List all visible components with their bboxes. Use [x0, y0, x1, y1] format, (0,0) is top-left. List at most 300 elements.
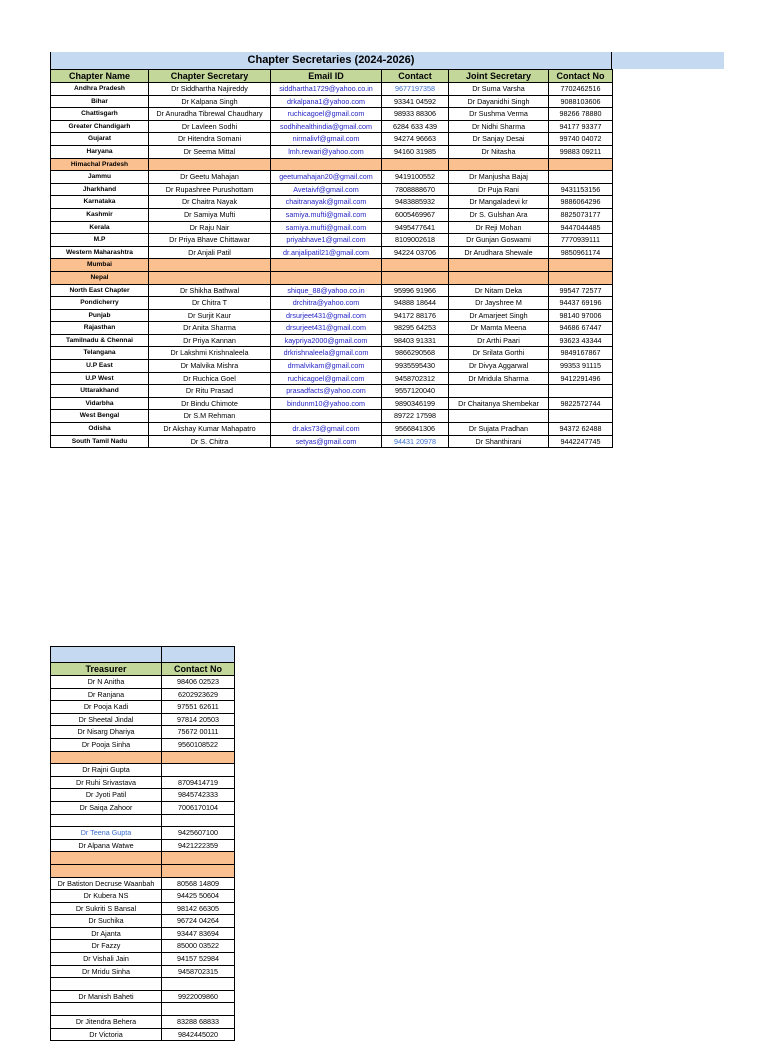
chapter-name-cell[interactable]: M.P — [51, 234, 149, 247]
contact-cell[interactable]: 6005469967 — [382, 208, 449, 221]
blank-cell[interactable] — [162, 647, 235, 663]
column-header[interactable]: Chapter Name — [51, 70, 149, 83]
table-row — [51, 839, 235, 852]
table-row — [51, 410, 613, 423]
treasurer-contact-cell[interactable]: 7006170104 — [162, 801, 235, 814]
email-cell[interactable]: Avetaivf@gmail.com — [271, 183, 382, 196]
joint-contact-cell[interactable]: 99740 04072 — [549, 133, 613, 146]
secretary-cell[interactable]: Dr Samiya Mufti — [149, 208, 271, 221]
treasurer-name-cell[interactable]: Dr Pooja Kadi — [51, 701, 162, 714]
email-cell[interactable]: ruchicagoel@gmail.com — [271, 108, 382, 121]
secretary-cell[interactable] — [149, 271, 271, 284]
secretary-cell[interactable] — [149, 259, 271, 272]
email-cell[interactable]: drkrishnaleela@gmail.com — [271, 347, 382, 360]
joint-secretary-cell[interactable] — [449, 259, 549, 272]
contact-cell[interactable]: 98295 64253 — [382, 322, 449, 335]
joint-secretary-cell[interactable]: Dr Arthi Paari — [449, 334, 549, 347]
table-row — [51, 927, 235, 940]
joint-secretary-cell[interactable]: Dr Arudhara Shewale — [449, 246, 549, 259]
email-cell[interactable]: sodhihealthindia@gmail.com — [271, 120, 382, 133]
joint-secretary-cell[interactable]: Dr Sujata Pradhan — [449, 423, 549, 436]
chapter-secretaries-table — [50, 69, 613, 448]
contact-cell[interactable]: 93341 04592 — [382, 95, 449, 108]
treasurer-contact-cell[interactable]: 96724 04264 — [162, 915, 235, 928]
contact-cell[interactable]: 9866290568 — [382, 347, 449, 360]
treasurer-name-cell[interactable] — [51, 864, 162, 877]
joint-secretary-cell[interactable]: Dr Srilata Gorthi — [449, 347, 549, 360]
table-row — [51, 776, 235, 789]
treasurer-name-cell[interactable]: Dr Vishali Jain — [51, 953, 162, 966]
joint-contact-cell[interactable]: 9412291496 — [549, 372, 613, 385]
table-row — [51, 827, 235, 840]
treasurer-name-cell[interactable] — [51, 1003, 162, 1016]
secretary-cell[interactable]: Dr Bindu Chimote — [149, 397, 271, 410]
treasurer-name-cell[interactable]: Dr Victoria — [51, 1028, 162, 1041]
chapter-name-cell[interactable]: South Tamil Nadu — [51, 435, 149, 448]
secretary-cell[interactable]: Dr Siddhartha Najireddy — [149, 83, 271, 96]
secretary-cell[interactable]: Dr Shikha Bathwal — [149, 284, 271, 297]
chapter-name-cell[interactable]: Karnataka — [51, 196, 149, 209]
table-row — [51, 171, 613, 184]
contact-cell[interactable]: 6284 633 439 — [382, 120, 449, 133]
table-row — [51, 271, 613, 284]
contact-cell[interactable]: 9419100552 — [382, 171, 449, 184]
contact-cell[interactable]: 8109002618 — [382, 234, 449, 247]
treasurer-contact-cell[interactable] — [162, 1003, 235, 1016]
table-row — [51, 95, 613, 108]
table-row — [51, 208, 613, 221]
table-row — [51, 234, 613, 247]
treasurer-contact-cell[interactable]: 98406 02523 — [162, 676, 235, 689]
contact-cell[interactable]: 94160 31985 — [382, 145, 449, 158]
treasurer-name-cell[interactable]: Dr Fazzy — [51, 940, 162, 953]
treasurer-name-cell[interactable]: Dr Teena Gupta — [51, 827, 162, 840]
treasurer-name-cell[interactable]: Dr Sheetal Jindal — [51, 713, 162, 726]
table-row — [51, 789, 235, 802]
joint-secretary-cell[interactable]: Dr Sushma Verma — [449, 108, 549, 121]
joint-secretary-cell[interactable] — [449, 158, 549, 171]
table-row — [51, 1003, 235, 1016]
chapter-name-cell[interactable]: Chattisgarh — [51, 108, 149, 121]
joint-contact-cell[interactable]: 7770939111 — [549, 234, 613, 247]
chapter-name-cell[interactable]: U.P West — [51, 372, 149, 385]
table-row — [51, 978, 235, 991]
contact-cell[interactable]: 94172 88176 — [382, 309, 449, 322]
treasurer-contact-cell[interactable]: 9842445020 — [162, 1028, 235, 1041]
secretary-cell[interactable]: Dr Chaitra Nayak — [149, 196, 271, 209]
treasurer-contact-cell[interactable] — [162, 814, 235, 827]
table-row — [51, 158, 613, 171]
table-row — [51, 334, 613, 347]
table-row — [51, 764, 235, 777]
table-row — [51, 259, 613, 272]
table-row — [51, 246, 613, 259]
chapter-name-cell[interactable]: Jammu — [51, 171, 149, 184]
treasurer-name-cell[interactable] — [51, 852, 162, 865]
email-cell[interactable] — [271, 259, 382, 272]
table-row — [51, 435, 613, 448]
column-header[interactable]: Contact No — [162, 663, 235, 676]
table-row — [51, 372, 613, 385]
joint-contact-cell[interactable]: 9442247745 — [549, 435, 613, 448]
table-row — [51, 108, 613, 121]
treasurer-name-cell[interactable]: Dr N Anitha — [51, 676, 162, 689]
email-cell[interactable]: dr.anjalipatil21@gmail.com — [271, 246, 382, 259]
chapter-name-cell[interactable]: Haryana — [51, 145, 149, 158]
email-cell[interactable]: dr.aks73@gmail.com — [271, 423, 382, 436]
secretary-cell[interactable]: Dr Raju Nair — [149, 221, 271, 234]
table-header-row — [51, 663, 235, 676]
email-cell[interactable]: siddhartha1729@yahoo.co.in — [271, 83, 382, 96]
treasurer-name-cell[interactable]: Dr Suchika — [51, 915, 162, 928]
treasurer-name-cell[interactable]: Dr Rajni Gupta — [51, 764, 162, 777]
column-header[interactable]: Joint Secretary — [449, 70, 549, 83]
secretary-cell[interactable]: Dr Kalpana Singh — [149, 95, 271, 108]
treasurer-contact-cell[interactable]: 97551 62611 — [162, 701, 235, 714]
treasurer-contact-cell[interactable]: 98142 66305 — [162, 902, 235, 915]
secretary-cell[interactable]: Dr Lakshmi Krishnaleela — [149, 347, 271, 360]
treasurer-name-cell[interactable]: Dr Saiqa Zahoor — [51, 801, 162, 814]
joint-secretary-cell[interactable]: Dr Dayanidhi Singh — [449, 95, 549, 108]
treasurer-name-cell[interactable] — [51, 814, 162, 827]
table-row — [51, 322, 613, 335]
joint-secretary-cell[interactable] — [449, 385, 549, 398]
treasurer-contact-cell[interactable]: 75672 00111 — [162, 726, 235, 739]
joint-secretary-cell[interactable]: Dr Jayshree M — [449, 297, 549, 310]
table-row — [51, 284, 613, 297]
treasurer-contact-cell[interactable]: 9421222359 — [162, 839, 235, 852]
joint-secretary-cell[interactable]: Dr Sanjay Desai — [449, 133, 549, 146]
email-cell[interactable]: ruchicagoel@gmail.com — [271, 372, 382, 385]
treasurer-contact-cell[interactable]: 94157 52984 — [162, 953, 235, 966]
joint-secretary-cell[interactable]: Dr Suma Varsha — [449, 83, 549, 96]
contact-cell[interactable]: 7808888670 — [382, 183, 449, 196]
chapter-name-cell[interactable]: Mumbai — [51, 259, 149, 272]
treasurer-name-cell[interactable]: Dr Jitendra Behera — [51, 1016, 162, 1029]
joint-contact-cell[interactable]: 93623 43344 — [549, 334, 613, 347]
treasurer-contact-cell[interactable]: 9425607100 — [162, 827, 235, 840]
table-row — [51, 751, 235, 764]
contact-cell[interactable]: 89722 17598 — [382, 410, 449, 423]
email-cell[interactable] — [271, 410, 382, 423]
email-cell[interactable]: drsurjeet431@gmail.com — [271, 322, 382, 335]
email-cell[interactable] — [271, 158, 382, 171]
treasurer-name-cell[interactable]: Dr Kubera NS — [51, 890, 162, 903]
chapter-name-cell[interactable]: Jharkhand — [51, 183, 149, 196]
table-row — [51, 385, 613, 398]
secretary-cell[interactable]: Dr Rupashree Purushottam — [149, 183, 271, 196]
table-row — [51, 347, 613, 360]
secretary-cell[interactable]: Dr Akshay Kumar Mahapatro — [149, 423, 271, 436]
email-cell[interactable]: setyas@gmail.com — [271, 435, 382, 448]
treasurer-contact-cell[interactable]: 97814 20503 — [162, 713, 235, 726]
treasurer-contact-cell[interactable]: 9458702315 — [162, 965, 235, 978]
secretary-cell[interactable]: Dr Anuradha Tibrewal Chaudhary — [149, 108, 271, 121]
table-row — [51, 688, 235, 701]
treasurer-contact-cell[interactable]: 83288 68833 — [162, 1016, 235, 1029]
chapter-name-cell[interactable]: Gujarat — [51, 133, 149, 146]
secretary-cell[interactable]: Dr Geetu Mahajan — [149, 171, 271, 184]
joint-secretary-cell[interactable]: Dr Amarjeet Singh — [449, 309, 549, 322]
treasurer-name-cell[interactable]: Dr Alpana Watwe — [51, 839, 162, 852]
contact-cell[interactable]: 9890346199 — [382, 397, 449, 410]
email-cell[interactable]: lmh.rewari@yahoo.com — [271, 145, 382, 158]
email-cell[interactable]: drsurjeet431@gmail.com — [271, 309, 382, 322]
secretary-cell[interactable]: Dr Surjit Kaur — [149, 309, 271, 322]
chapter-name-cell[interactable]: Uttarakhand — [51, 385, 149, 398]
treasurer-name-cell[interactable]: Dr Ranjana — [51, 688, 162, 701]
contact-cell[interactable]: 9557120040 — [382, 385, 449, 398]
secretary-cell[interactable]: Dr Ritu Prasad — [149, 385, 271, 398]
table-row — [51, 397, 613, 410]
chapter-name-cell[interactable]: Himachal Pradesh — [51, 158, 149, 171]
joint-secretary-cell[interactable]: Dr Chaitanya Shembekar — [449, 397, 549, 410]
joint-contact-cell[interactable]: 9822572744 — [549, 397, 613, 410]
joint-contact-cell[interactable] — [549, 410, 613, 423]
secretary-cell[interactable]: Dr Priya Bhave Chittawar — [149, 234, 271, 247]
chapter-name-cell[interactable]: Kashmir — [51, 208, 149, 221]
treasurer-contact-cell[interactable]: 94425 50604 — [162, 890, 235, 903]
joint-contact-cell[interactable]: 94437 69196 — [549, 297, 613, 310]
contact-cell[interactable]: 9566841306 — [382, 423, 449, 436]
joint-contact-cell[interactable]: 9088103606 — [549, 95, 613, 108]
table-row — [51, 423, 613, 436]
table-row — [51, 852, 235, 865]
blank-cell[interactable] — [51, 647, 162, 663]
column-header[interactable]: Chapter Secretary — [149, 70, 271, 83]
email-cell[interactable]: samiya.mufti@gmail.com — [271, 221, 382, 234]
secretary-cell[interactable]: Dr Anjali Patil — [149, 246, 271, 259]
joint-secretary-cell[interactable]: Dr Puja Rani — [449, 183, 549, 196]
contact-cell[interactable]: 9483885932 — [382, 196, 449, 209]
treasurer-name-cell[interactable]: Dr Mridu Sinha — [51, 965, 162, 978]
secretary-cell[interactable] — [149, 158, 271, 171]
joint-contact-cell[interactable]: 8825073177 — [549, 208, 613, 221]
joint-secretary-cell[interactable]: Dr Reji Mohan — [449, 221, 549, 234]
joint-contact-cell[interactable] — [549, 171, 613, 184]
secretary-cell[interactable]: Dr Lavleen Sodhi — [149, 120, 271, 133]
joint-secretary-cell[interactable]: Dr Divya Aggarwal — [449, 360, 549, 373]
table-row — [51, 360, 613, 373]
column-header[interactable]: Email ID — [271, 70, 382, 83]
joint-contact-cell[interactable]: 7702462516 — [549, 83, 613, 96]
joint-secretary-cell[interactable] — [449, 271, 549, 284]
joint-secretary-cell[interactable]: Dr Shanthirani — [449, 435, 549, 448]
treasurer-contact-cell[interactable]: 93447 83694 — [162, 927, 235, 940]
joint-secretary-cell[interactable] — [449, 410, 549, 423]
table-row — [51, 902, 235, 915]
chapter-name-cell[interactable]: Western Maharashtra — [51, 246, 149, 259]
joint-secretary-cell[interactable]: Dr Manjusha Bajaj — [449, 171, 549, 184]
email-cell[interactable]: drchitra@yahoo.com — [271, 297, 382, 310]
joint-contact-cell[interactable] — [549, 158, 613, 171]
joint-secretary-cell[interactable]: Dr Mamta Meena — [449, 322, 549, 335]
secretary-cell[interactable]: Dr Priya Kannan — [149, 334, 271, 347]
treasurer-contact-cell[interactable] — [162, 764, 235, 777]
contact-cell[interactable] — [382, 158, 449, 171]
table-row — [51, 814, 235, 827]
treasurer-contact-cell[interactable]: 8709414719 — [162, 776, 235, 789]
chapter-name-cell[interactable]: West Bengal — [51, 410, 149, 423]
contact-cell[interactable]: 9677197358 — [382, 83, 449, 96]
table-row — [51, 221, 613, 234]
table-row — [51, 726, 235, 739]
table-row — [51, 196, 613, 209]
secretary-cell[interactable]: Dr Malvika Mishra — [149, 360, 271, 373]
treasurer-name-cell[interactable]: Dr Pooja Sinha — [51, 738, 162, 751]
email-cell[interactable]: prasadfacts@yahoo.com — [271, 385, 382, 398]
email-cell[interactable]: kaypriya2000@gmail.com — [271, 334, 382, 347]
contact-cell[interactable]: 9458702312 — [382, 372, 449, 385]
treasurer-name-cell[interactable]: Dr Sukriti S Bansal — [51, 902, 162, 915]
email-cell[interactable]: geetumahajan20@gmail.com — [271, 171, 382, 184]
joint-secretary-cell[interactable]: Dr Mridula Sharma — [449, 372, 549, 385]
joint-contact-cell[interactable] — [549, 259, 613, 272]
joint-contact-cell[interactable]: 9849167867 — [549, 347, 613, 360]
contact-cell[interactable]: 94224 03706 — [382, 246, 449, 259]
contact-cell[interactable]: 94274 96663 — [382, 133, 449, 146]
treasurer-name-cell[interactable]: Dr Ajanta — [51, 927, 162, 940]
chapter-name-cell[interactable]: Nepal — [51, 271, 149, 284]
joint-contact-cell[interactable] — [549, 271, 613, 284]
joint-secretary-cell[interactable]: Dr S. Gulshan Ara — [449, 208, 549, 221]
table-row — [51, 1016, 235, 1029]
table-title-row — [51, 647, 235, 663]
joint-secretary-cell[interactable]: Dr Nitam Deka — [449, 284, 549, 297]
treasurer-contact-cell[interactable]: 9560108522 — [162, 738, 235, 751]
joint-contact-cell[interactable]: 99883 09211 — [549, 145, 613, 158]
secretary-cell[interactable]: Dr S. Chitra — [149, 435, 271, 448]
chapter-name-cell[interactable]: U.P East — [51, 360, 149, 373]
joint-contact-cell[interactable]: 98266 78880 — [549, 108, 613, 121]
table-row — [51, 801, 235, 814]
table-row — [51, 940, 235, 953]
email-cell[interactable]: drkalpana1@yahoo.com — [271, 95, 382, 108]
treasurer-contact-cell[interactable] — [162, 864, 235, 877]
table-row — [51, 877, 235, 890]
secretary-cell[interactable]: Dr S.M Rehman — [149, 410, 271, 423]
joint-contact-cell[interactable]: 94177 93377 — [549, 120, 613, 133]
joint-secretary-cell[interactable]: Dr Mangaladevi kr — [449, 196, 549, 209]
chapter-name-cell[interactable]: Odisha — [51, 423, 149, 436]
secretary-cell[interactable]: Dr Seema Mittal — [149, 145, 271, 158]
chapter-name-cell[interactable]: North East Chapter — [51, 284, 149, 297]
secretary-cell[interactable]: Dr Hitendra Somani — [149, 133, 271, 146]
treasurer-name-cell[interactable] — [51, 751, 162, 764]
joint-contact-cell[interactable]: 94372 62488 — [549, 423, 613, 436]
contact-cell[interactable]: 9935595430 — [382, 360, 449, 373]
joint-contact-cell[interactable]: 94686 67447 — [549, 322, 613, 335]
joint-secretary-cell[interactable]: Dr Gunjan Goswami — [449, 234, 549, 247]
sheet-title: Chapter Secretaries (2024-2026) — [50, 52, 612, 69]
treasurers-table — [50, 646, 235, 1041]
table-row — [51, 890, 235, 903]
treasurer-name-cell[interactable]: Dr Manish Baheti — [51, 990, 162, 1003]
email-cell[interactable]: shique_88@yahoo.co.in — [271, 284, 382, 297]
email-cell[interactable]: priyabhave1@gmail.com — [271, 234, 382, 247]
contact-cell[interactable]: 95996 91966 — [382, 284, 449, 297]
secretary-cell[interactable]: Dr Chitra T — [149, 297, 271, 310]
table-row — [51, 297, 613, 310]
chapter-name-cell[interactable]: Rajasthan — [51, 322, 149, 335]
treasurer-contact-cell[interactable]: 9845742333 — [162, 789, 235, 802]
joint-contact-cell[interactable]: 9447044485 — [549, 221, 613, 234]
treasurer-name-cell[interactable]: Dr Jyoti Patil — [51, 789, 162, 802]
joint-secretary-cell[interactable]: Dr Nitasha — [449, 145, 549, 158]
joint-contact-cell[interactable]: 9886064296 — [549, 196, 613, 209]
treasurer-contact-cell[interactable]: 6202923629 — [162, 688, 235, 701]
contact-cell[interactable]: 98933 88306 — [382, 108, 449, 121]
column-header[interactable]: Treasurer — [51, 663, 162, 676]
table-row — [51, 1028, 235, 1041]
joint-contact-cell[interactable]: 98140 97006 — [549, 309, 613, 322]
table-row — [51, 953, 235, 966]
chapter-name-cell[interactable]: Greater Chandigarh — [51, 120, 149, 133]
treasurer-contact-cell[interactable]: 80568 14809 — [162, 877, 235, 890]
treasurer-name-cell[interactable]: Dr Batiston Decruse Waanbah — [51, 877, 162, 890]
table-row — [51, 965, 235, 978]
treasurer-contact-cell[interactable] — [162, 978, 235, 991]
joint-contact-cell[interactable]: 9850961174 — [549, 246, 613, 259]
email-cell[interactable]: chaitranayak@gmail.com — [271, 196, 382, 209]
joint-contact-cell[interactable]: 9431153156 — [549, 183, 613, 196]
secretary-cell[interactable]: Dr Anita Sharma — [149, 322, 271, 335]
joint-contact-cell[interactable]: 99547 72577 — [549, 284, 613, 297]
contact-cell[interactable]: 94431 20978 — [382, 435, 449, 448]
contact-cell[interactable]: 94888 18644 — [382, 297, 449, 310]
column-header[interactable]: Contact No — [549, 70, 613, 83]
chapter-name-cell[interactable]: Bihar — [51, 95, 149, 108]
chapter-name-cell[interactable]: Punjab — [51, 309, 149, 322]
contact-cell[interactable]: 98403 91331 — [382, 334, 449, 347]
chapter-name-cell[interactable]: Pondicherry — [51, 297, 149, 310]
table-row — [51, 145, 613, 158]
table-row — [51, 309, 613, 322]
joint-contact-cell[interactable]: 99353 91115 — [549, 360, 613, 373]
contact-cell[interactable]: 9495477641 — [382, 221, 449, 234]
chapter-name-cell[interactable]: Telangana — [51, 347, 149, 360]
treasurer-name-cell[interactable]: Dr Nisarg Dhariya — [51, 726, 162, 739]
treasurer-name-cell[interactable] — [51, 978, 162, 991]
treasurer-contact-cell[interactable] — [162, 751, 235, 764]
contact-cell[interactable] — [382, 259, 449, 272]
joint-contact-cell[interactable] — [549, 385, 613, 398]
email-cell[interactable] — [271, 271, 382, 284]
table-row — [51, 676, 235, 689]
chapter-name-cell[interactable]: Tamilnadu & Chennai — [51, 334, 149, 347]
email-cell[interactable]: bindunm10@yahoo.com — [271, 397, 382, 410]
joint-secretary-cell[interactable]: Dr Nidhi Sharma — [449, 120, 549, 133]
chapter-name-cell[interactable]: Andhra Pradesh — [51, 83, 149, 96]
treasurer-contact-cell[interactable] — [162, 852, 235, 865]
treasurer-name-cell[interactable]: Dr Ruhi Srivastava — [51, 776, 162, 789]
table-row — [51, 133, 613, 146]
table-row — [51, 738, 235, 751]
email-cell[interactable]: nirmalivf@gmail.com — [271, 133, 382, 146]
email-cell[interactable]: drmalvikam@gmail.com — [271, 360, 382, 373]
table-row — [51, 864, 235, 877]
column-header[interactable]: Contact — [382, 70, 449, 83]
secretary-cell[interactable]: Dr Ruchica Goel — [149, 372, 271, 385]
chapter-name-cell[interactable]: Kerala — [51, 221, 149, 234]
contact-cell[interactable] — [382, 271, 449, 284]
email-cell[interactable]: samiya.mufti@gmail.com — [271, 208, 382, 221]
treasurer-contact-cell[interactable]: 85000 03522 — [162, 940, 235, 953]
table-row — [51, 915, 235, 928]
table-header-row — [51, 70, 613, 83]
treasurer-contact-cell[interactable]: 9922009860 — [162, 990, 235, 1003]
chapter-name-cell[interactable]: Vidarbha — [51, 397, 149, 410]
